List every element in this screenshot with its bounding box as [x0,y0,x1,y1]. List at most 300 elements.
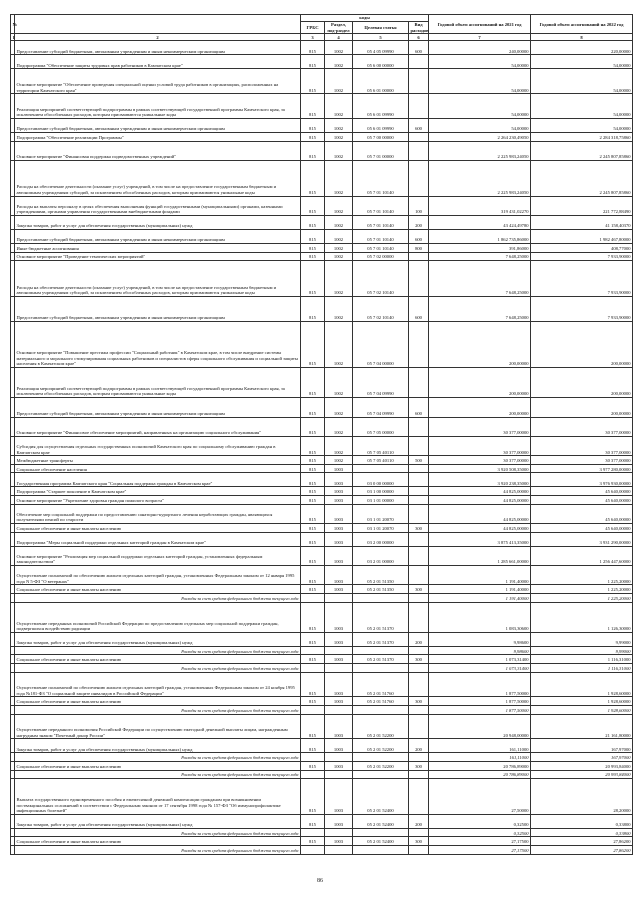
cell-section: 1003 [325,714,353,739]
cell-target: 05 2 01 52400 [353,814,409,828]
cell-2021: 9,98600 [429,646,531,655]
cell-grbs: 815 [301,814,325,828]
colnum: 1 [12,34,15,40]
cell-exptype [409,464,429,473]
cell-exptype [409,321,429,367]
cell-section: 1003 [325,504,353,523]
federal-budget-subrow [11,705,633,714]
cell-section: 1003 [325,672,353,697]
cell-target: 05 7 05 40110 [353,436,409,455]
cell-2021: 1 073,31400 [429,655,531,664]
header-name [15,15,301,34]
cell-exptype [409,594,429,603]
cell-2021: 2 225 983,24050 [429,141,531,160]
cell-grbs: 815 [301,524,325,533]
cell-grbs: 815 [301,196,325,215]
cell-grbs: 815 [301,473,325,487]
federal-budget-subrow [11,664,633,673]
cell-name: Социальное обеспечение и иные выплаты населению [15,761,301,770]
cell-target: 05 2 01 52200 [353,714,409,739]
cell-2022: 9,99000 [531,632,633,646]
colnum: 6 [409,34,429,41]
cell-grbs: 815 [301,229,325,243]
cell-name: Основное мероприятие "Проведение тематических мероприятий" [15,252,301,261]
cell-2022: 1 982 467,80000 [531,229,633,243]
federal-budget-subrow [11,770,633,779]
cell-grbs: 815 [301,252,325,261]
cell-name: Расходы за счет средств федерального бюджета текущего года [15,705,301,714]
table-header [11,15,633,41]
table-row [11,655,633,664]
table-row [11,321,633,367]
cell-target: 05 7 05 40110 [353,456,409,465]
cell-name: Закупка товаров, работ и услуг для обеспечения государственных (муниципальных) нужд [15,739,301,753]
cell-name: Основное мероприятие "Повышение престижа профессии "Социальный работник" в Камчатском крае, в том числе внедрение системы материального и морального стимулирования социальных работников и специалистов сферы социального обслуживания и социальной защиты населения в Камчатском крае" [15,321,301,367]
table-row [11,814,633,828]
table-row [11,160,633,196]
cell-section: 1002 [325,160,353,196]
cell-name: Основное мероприятие "Укрепление здоровья граждан пожилого возраста" [15,496,301,505]
cell-grbs: 815 [301,546,325,565]
table-row [11,779,633,815]
cell-exptype: 800 [409,243,429,252]
header-grbs: ГРБС [301,22,325,34]
cell-exptype [409,160,429,196]
cell-2022: 45 640,00000 [531,504,633,523]
cell-exptype [409,845,429,854]
cell-grbs [301,664,325,673]
cell-name: Основное мероприятие "Реализация мер социальной поддержки отдельных категорий граждан, установленных федеральным законодательством" [15,546,301,565]
cell-name: Закупка товаров, работ и услуг для обеспечения государственных (муниципальных) нужд [15,215,301,229]
cell-target: 05 2 01 51350 [353,566,409,585]
cell-exptype [409,532,429,546]
header-codes: коды [301,15,429,22]
cell-name: Реализация мероприятий соответствующей подпрограммы в рамках соответствующей государственной программы Камчатского края, за исключением обособленных расходов, которым присваиваются уникальные коды [15,94,301,119]
cell-name: Расходы на обеспечение деятельности (оказание услуг) учреждений, в том числе на предоставление государственным бюджетным и автономным учреждениям субсидий, за исключением обособленных расходов, которым присваиваются уникальные коды [15,160,301,196]
cell-exptype: 600 [409,229,429,243]
cell-target: 05 2 01 51350 [353,585,409,594]
header-2022: Годовой объем ассигнований на 2022 год [531,15,633,34]
cell-2022: 28,20000 [531,779,633,815]
cell-section [325,705,353,714]
cell-target: 03 0 00 00000 [353,473,409,487]
cell-2021: 7 648,25000 [429,252,531,261]
table-row [11,243,633,252]
cell-2021: 1 877,50000 [429,705,531,714]
cell-name: Иные бюджетные ассигнования [15,243,301,252]
cell-grbs: 815 [301,532,325,546]
table-row [11,487,633,496]
page-number: 86 [317,878,323,884]
table-row [11,546,633,565]
cell-name: Субсидия для осуществления отдельных государственных полномочий Камчатского края по социальному обслуживанию граждан в Камчатском крае [15,436,301,455]
cell-2022: 0,33800 [531,814,633,828]
cell-2021: 200,00000 [429,321,531,367]
cell-section: 1003 [325,697,353,706]
cell-exptype [409,714,429,739]
cell-grbs: 815 [301,133,325,142]
cell-target [353,594,409,603]
cell-grbs [301,770,325,779]
cell-exptype [409,94,429,119]
cell-name: Расходы за счет средств федерального бюджета текущего года [15,753,301,762]
cell-target: 05 7 01 10140 [353,229,409,243]
colnum: 7 [429,34,531,41]
cell-exptype [409,141,429,160]
cell-section: 1003 [325,761,353,770]
cell-name: Расходы за счет средств федерального бюджета текущего года [15,828,301,837]
cell-grbs: 815 [301,160,325,196]
cell-target: 05 2 01 51760 [353,672,409,697]
cell-2022: 3 931 290,00000 [531,532,633,546]
cell-section: 1002 [325,55,353,69]
cell-name: Закупка товаров, работ и услуг для обеспечения государственных (муниципальных) нужд [15,814,301,828]
cell-exptype: 200 [409,814,429,828]
cell-2022: 1 126,30000 [531,602,633,632]
cell-exptype: 300 [409,837,429,846]
cell-2021: 54,00000 [429,94,531,119]
cell-2021: 44 825,00000 [429,504,531,523]
cell-section: 1002 [325,436,353,455]
table-body [11,41,633,854]
cell-2021: 391,86000 [429,243,531,252]
cell-exptype [409,436,429,455]
cell-grbs: 815 [301,94,325,119]
cell-target: 05 7 04 00000 [353,321,409,367]
cell-exptype [409,69,429,94]
table-row [11,532,633,546]
table-row [11,602,633,632]
cell-grbs: 815 [301,321,325,367]
cell-section: 1002 [325,215,353,229]
cell-target: 03 1 00 00000 [353,487,409,496]
cell-2022: 27,86200 [531,845,633,854]
cell-name: Государственная программа Камчатского края "Социальная поддержка граждан в Камчатском крае" [15,473,301,487]
cell-section: 1003 [325,546,353,565]
cell-name: Социальное обеспечение и иные выплаты населению [15,524,301,533]
table-row [11,761,633,770]
table-row [11,739,633,753]
cell-target: 03 2 00 00000 [353,532,409,546]
cell-2021: 1 083,30600 [429,602,531,632]
cell-2021: 54,00000 [429,55,531,69]
cell-target: 05 6 01 00000 [353,69,409,94]
cell-target: 05 7 01 10140 [353,215,409,229]
cell-section: 1002 [325,229,353,243]
table-row [11,261,633,297]
colnum: 2 [15,34,301,41]
cell-2022: 200,00000 [531,321,633,367]
table-row [11,94,633,119]
cell-target: 05 2 01 51370 [353,602,409,632]
cell-target: 05 2 01 52400 [353,779,409,815]
cell-section: 1002 [325,196,353,215]
cell-2021: 200,00000 [429,367,531,397]
cell-2022: 7 933,90000 [531,252,633,261]
cell-target: 05 2 01 51370 [353,655,409,664]
cell-2021: 200,00000 [429,398,531,417]
cell-exptype [409,504,429,523]
cell-grbs: 815 [301,464,325,473]
cell-2021: 30 377,00000 [429,417,531,436]
cell-exptype [409,55,429,69]
cell-grbs: 815 [301,697,325,706]
cell-2021: 43 424,49780 [429,215,531,229]
cell-2021: 2 225 983,24050 [429,160,531,196]
cell-exptype: 200 [409,215,429,229]
cell-name: Осуществление полномочий по обеспечению жильем отдельных категорий граждан, установленных Федеральным законом от 24 ноября 1995 года №181-ФЗ "О социальной защите инвалидов в Российской Федерации" [15,672,301,697]
cell-2021: 3 875 413,35000 [429,532,531,546]
cell-grbs: 815 [301,672,325,697]
cell-2021: 27,17500 [429,837,531,846]
cell-2021: 1 191,40000 [429,585,531,594]
cell-name: Обеспечение мер социальной поддержки по предоставлению санаторно-курортного лечения неработающих граждан, являющихся получателями пенсий по старости [15,504,301,523]
table-row [11,697,633,706]
cell-2021: 7 648,25000 [429,296,531,321]
cell-exptype [409,473,429,487]
cell-section [325,845,353,854]
cell-grbs: 815 [301,55,325,69]
cell-target: 03 1 01 20070 [353,504,409,523]
cell-2022: 408,77000 [531,243,633,252]
cell-exptype: 300 [409,761,429,770]
cell-target: 05 7 01 10140 [353,160,409,196]
colnum: 4 [325,34,353,41]
cell-section [325,770,353,779]
cell-grbs: 815 [301,837,325,846]
cell-2022: 3 976 930,00000 [531,473,633,487]
header-2021: Годовой объем ассигнований на 2021 год [429,15,531,34]
cell-2022: 45 640,00000 [531,496,633,505]
cell-exptype [409,705,429,714]
cell-name: Социальное обеспечение и иные выплаты населению [15,697,301,706]
table-row [11,496,633,505]
cell-2022: 30 377,00000 [531,436,633,455]
cell-target: 05 2 01 52200 [353,739,409,753]
cell-grbs: 815 [301,655,325,664]
cell-section: 1002 [325,69,353,94]
cell-name: Расходы на обеспечение деятельности (оказание услуг) учреждений, в том числе на предоставление государственным бюджетным и автономным учреждениям субсидий, за исключением обособленных расходов, которым присваиваются уникальные коды [15,261,301,297]
cell-grbs: 815 [301,261,325,297]
cell-grbs: 815 [301,417,325,436]
cell-exptype: 300 [409,697,429,706]
cell-2022: 2 245 807,85860 [531,160,633,196]
cell-2021: 1 191,40000 [429,594,531,603]
cell-exptype [409,487,429,496]
table-row [11,504,633,523]
cell-section: 1003 [325,779,353,815]
cell-exptype: 300 [409,585,429,594]
cell-target: 05 7 04 09990 [353,398,409,417]
cell-section: 1002 [325,133,353,142]
cell-2022: 2 245 807,85860 [531,141,633,160]
cell-target: 05 7 02 00000 [353,252,409,261]
cell-2022: 221 772,88490 [531,196,633,215]
cell-target [353,664,409,673]
cell-2021: 54,00000 [429,69,531,94]
header-section: Раздел, под-раздел [325,22,353,34]
cell-2021: 44 825,00000 [429,524,531,533]
cell-2021: 27,50000 [429,779,531,815]
cell-2021: 1 073,31400 [429,664,531,673]
table-row [11,464,633,473]
cell-2021: 27,17500 [429,845,531,854]
cell-target [353,705,409,714]
cell-2021: 54,00000 [429,119,531,133]
federal-budget-subrow [11,753,633,762]
cell-exptype [409,646,429,655]
cell-2021: 30 377,00000 [429,436,531,455]
cell-target: 03 2 01 00000 [353,546,409,565]
cell-2021: 240,00000 [429,41,531,55]
cell-target: 05 7 02 10140 [353,296,409,321]
cell-section: 1002 [325,252,353,261]
cell-section: 1002 [325,243,353,252]
cell-section: 1002 [325,94,353,119]
cell-2021: 20 948,00000 [429,714,531,739]
cell-exptype [409,602,429,632]
table-row [11,196,633,215]
cell-section: 1002 [325,456,353,465]
cell-2022: 21 161,80000 [531,714,633,739]
cell-grbs: 815 [301,739,325,753]
cell-target: 03 1 01 00000 [353,496,409,505]
cell-section: 1003 [325,532,353,546]
cell-name: Подпрограмма "Меры социальной поддержки отдельных категорий граждан в Камчатском крае" [15,532,301,546]
cell-2022: 54,00000 [531,55,633,69]
cell-target: 03 1 01 20070 [353,524,409,533]
cell-grbs: 815 [301,119,325,133]
cell-2021: 1 877,50000 [429,697,531,706]
cell-grbs: 815 [301,456,325,465]
cell-target: 05 7 01 00000 [353,141,409,160]
cell-section: 1002 [325,367,353,397]
cell-2022: 7 933,90000 [531,261,633,297]
cell-2022: 1 928,60000 [531,705,633,714]
table-row [11,837,633,846]
cell-name: Подпрограмма "Старшее поколение в Камчатском крае" [15,487,301,496]
cell-section: 1002 [325,141,353,160]
cell-exptype [409,664,429,673]
cell-exptype [409,367,429,397]
cell-grbs: 815 [301,398,325,417]
cell-name: Осуществление полномочий по обеспечению жильем отдельных категорий граждан, установленных Федеральным законом от 12 января 1995 года N 5-ФЗ "О ветеранах" [15,566,301,585]
cell-name: Расходы за счет средств федерального бюджета текущего года [15,664,301,673]
cell-2021: 3 920 508,35000 [429,464,531,473]
cell-grbs: 815 [301,714,325,739]
cell-grbs: 815 [301,487,325,496]
cell-exptype [409,770,429,779]
cell-exptype: 100 [409,196,429,215]
cell-grbs: 815 [301,141,325,160]
cell-target [353,464,409,473]
cell-section: 1003 [325,487,353,496]
colnum: 3 [301,34,325,41]
table-row [11,714,633,739]
cell-exptype [409,133,429,142]
cell-grbs: 815 [301,602,325,632]
colnum: 5 [353,34,409,41]
cell-exptype: 300 [409,655,429,664]
cell-2022: 200,00000 [531,398,633,417]
table-row [11,436,633,455]
cell-exptype [409,753,429,762]
cell-name: Расходы на выплаты персоналу в целях обеспечения выполнения функций государственными (муниципальными) органами, казенными учреждениями, органами управления государственными внебюджетными фондами [15,196,301,215]
cell-grbs: 815 [301,41,325,55]
cell-grbs: 815 [301,436,325,455]
cell-2021: 1 877,50000 [429,672,531,697]
cell-2021: 1 285 661,00000 [429,546,531,565]
table-row [11,69,633,94]
cell-2022: 167,97000 [531,739,633,753]
cell-grbs: 815 [301,496,325,505]
table-row [11,524,633,533]
table-row [11,252,633,261]
cell-2022: 220,00000 [531,41,633,55]
cell-2022: 9,99000 [531,646,633,655]
cell-grbs: 815 [301,504,325,523]
cell-exptype: 200 [409,632,429,646]
cell-2022: 1 928,60000 [531,672,633,697]
header-target: Целевая статья [353,22,409,34]
cell-exptype: 600 [409,119,429,133]
cell-2022: 1 225,20000 [531,585,633,594]
cell-section: 1002 [325,398,353,417]
cell-grbs: 815 [301,761,325,770]
cell-section: 1003 [325,602,353,632]
cell-2022: 41 158,40370 [531,215,633,229]
cell-section: 1003 [325,496,353,505]
cell-2022: 54,00000 [531,69,633,94]
cell-name: Предоставление субсидий бюджетным, автономным учреждениям и иным некоммерческим организациям [15,119,301,133]
cell-exptype: 600 [409,296,429,321]
cell-section: 1003 [325,473,353,487]
cell-2022: 200,00000 [531,367,633,397]
cell-target: 05 6 01 09990 [353,119,409,133]
table-row [11,456,633,465]
cell-2021: 161,11000 [429,753,531,762]
colnum: 8 [531,34,633,41]
cell-name: Расходы за счет средств федерального бюджета текущего года [15,594,301,603]
table-row [11,398,633,417]
cell-2021: 0,32500 [429,828,531,837]
cell-2021: 7 648,25000 [429,261,531,297]
cell-grbs [301,845,325,854]
cell-2022: 1 225,20000 [531,594,633,603]
table-row [11,133,633,142]
cell-target: 05 7 05 00000 [353,417,409,436]
cell-name: Предоставление субсидий бюджетным, автономным учреждениям и иным некоммерческим организациям [15,296,301,321]
cell-2021: 44 825,00000 [429,487,531,496]
cell-section: 1002 [325,321,353,367]
cell-2022: 20 993,84000 [531,770,633,779]
table-row [11,672,633,697]
cell-2021: 44 825,00000 [429,496,531,505]
cell-name: Расходы за счет средств федерального бюджета текущего года [15,845,301,854]
cell-2022: 3 977 280,00000 [531,464,633,473]
cell-grbs [301,646,325,655]
cell-exptype [409,672,429,697]
cell-name: Основное мероприятие "Финансовая поддержка подведомственных учреждений" [15,141,301,160]
cell-grbs: 815 [301,296,325,321]
cell-2021: 1 862 735,86000 [429,229,531,243]
cell-2021: 1 191,40000 [429,566,531,585]
federal-budget-subrow [11,594,633,603]
table-row [11,632,633,646]
cell-grbs [301,705,325,714]
cell-target [353,828,409,837]
cell-section: 1003 [325,739,353,753]
